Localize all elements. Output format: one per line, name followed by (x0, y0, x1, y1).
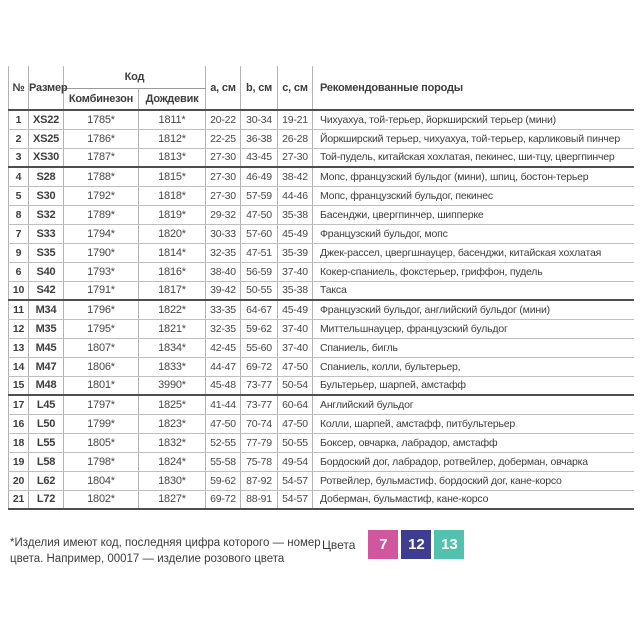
cell-breeds: Бультерьер, шарпей, амстафф (313, 376, 634, 395)
cell-code-jumpsuit: 1790* (64, 243, 139, 262)
cell-c: 26-28 (278, 129, 313, 148)
cell-a: 27-30 (206, 186, 241, 205)
cell-code-jumpsuit: 1785* (64, 110, 139, 129)
cell-a: 38-40 (206, 262, 241, 281)
cell-num: 13 (9, 338, 29, 357)
cell-c: 38-42 (278, 167, 313, 186)
cell-code-raincoat: 1825* (139, 395, 206, 414)
cell-a: 69-72 (206, 490, 241, 509)
cell-a: 22-25 (206, 129, 241, 148)
cell-size: L62 (29, 471, 64, 490)
cell-breeds: Бордоский дог, лабрадор, ротвейлер, доберман, овчарка (313, 452, 634, 471)
cell-breeds: Ротвейлер, бульмастиф, бордоский дог, кане-корсо (313, 471, 634, 490)
table-row (9, 205, 634, 224)
cell-breeds: Спаниель, колли, бультерьер, (313, 357, 634, 376)
table-body (9, 110, 634, 509)
cell-size: M34 (29, 300, 64, 319)
col-header-breeds: Рекомендованные породы (313, 66, 634, 110)
table-row (9, 490, 634, 509)
cell-c: 60-64 (278, 395, 313, 414)
cell-c: 27-30 (278, 148, 313, 167)
cell-b: 88-91 (241, 490, 278, 509)
cell-a: 59-62 (206, 471, 241, 490)
cell-breeds: Басенджи, цвергпинчер, шипперке (313, 205, 634, 224)
cell-a: 29-32 (206, 205, 241, 224)
cell-breeds: Английский бульдог (313, 395, 634, 414)
table-row (9, 186, 634, 205)
cell-b: 50-55 (241, 281, 278, 300)
cell-size: M48 (29, 376, 64, 395)
cell-breeds: Йоркширский терьер, чихуахуа, той-терьер, карликовый пинчер (313, 129, 634, 148)
cell-b: 73-77 (241, 395, 278, 414)
cell-c: 54-57 (278, 490, 313, 509)
cell-c: 50-54 (278, 376, 313, 395)
cell-code-jumpsuit: 1786* (64, 129, 139, 148)
cell-code-jumpsuit: 1787* (64, 148, 139, 167)
cell-size: S42 (29, 281, 64, 300)
cell-code-raincoat: 3990* (139, 376, 206, 395)
cell-size: XS22 (29, 110, 64, 129)
cell-b: 64-67 (241, 300, 278, 319)
cell-num: 3 (9, 148, 29, 167)
cell-c: 37-40 (278, 262, 313, 281)
cell-size: S35 (29, 243, 64, 262)
cell-b: 69-72 (241, 357, 278, 376)
cell-b: 59-62 (241, 319, 278, 338)
cell-c: 47-50 (278, 414, 313, 433)
cell-num: 2 (9, 129, 29, 148)
cell-code-raincoat: 1830* (139, 471, 206, 490)
cell-b: 70-74 (241, 414, 278, 433)
cell-breeds: Мопс, французский бульдог, пекинес (313, 186, 634, 205)
cell-b: 77-79 (241, 433, 278, 452)
cell-a: 20-22 (206, 110, 241, 129)
table-row (9, 129, 634, 148)
cell-code-raincoat: 1824* (139, 452, 206, 471)
cell-c: 45-49 (278, 224, 313, 243)
cell-code-raincoat: 1822* (139, 300, 206, 319)
cell-a: 44-47 (206, 357, 241, 376)
cell-size: XS25 (29, 129, 64, 148)
cell-num: 8 (9, 205, 29, 224)
table-row (9, 262, 634, 281)
cell-a: 45-48 (206, 376, 241, 395)
cell-b: 43-45 (241, 148, 278, 167)
table-row (9, 452, 634, 471)
cell-b: 56-59 (241, 262, 278, 281)
cell-a: 30-33 (206, 224, 241, 243)
cell-a: 41-44 (206, 395, 241, 414)
cell-code-jumpsuit: 1804* (64, 471, 139, 490)
cell-code-raincoat: 1814* (139, 243, 206, 262)
cell-code-raincoat: 1832* (139, 433, 206, 452)
table-row (9, 281, 634, 300)
cell-size: S30 (29, 186, 64, 205)
col-header-num: № (9, 66, 29, 110)
cell-breeds: Чихуахуа, той-терьер, йоркширский терьер (мини) (313, 110, 634, 129)
cell-c: 37-40 (278, 338, 313, 357)
cell-code-jumpsuit: 1798* (64, 452, 139, 471)
cell-size: S32 (29, 205, 64, 224)
footnote (10, 536, 340, 567)
cell-code-raincoat: 1811* (139, 110, 206, 129)
cell-size: S40 (29, 262, 64, 281)
table-row (9, 110, 634, 129)
cell-num: 4 (9, 167, 29, 186)
table-row (9, 319, 634, 338)
cell-num: 7 (9, 224, 29, 243)
cell-breeds: Спаниель, бигль (313, 338, 634, 357)
cell-code-jumpsuit: 1807* (64, 338, 139, 357)
cell-c: 35-39 (278, 243, 313, 262)
cell-code-raincoat: 1820* (139, 224, 206, 243)
cell-code-jumpsuit: 1789* (64, 205, 139, 224)
cell-b: 57-59 (241, 186, 278, 205)
table-row (9, 338, 634, 357)
cell-size: L72 (29, 490, 64, 509)
cell-b: 87-92 (241, 471, 278, 490)
cell-code-raincoat: 1819* (139, 205, 206, 224)
cell-b: 30-34 (241, 110, 278, 129)
cell-c: 35-38 (278, 281, 313, 300)
cell-a: 52-55 (206, 433, 241, 452)
cell-code-jumpsuit: 1788* (64, 167, 139, 186)
col-header-code: Код (64, 66, 206, 88)
cell-breeds: Джек-рассел, цвергшнауцер, басенджи, китайская хохлатая (313, 243, 634, 262)
table-row (9, 243, 634, 262)
cell-num: 21 (9, 490, 29, 509)
cell-breeds: Французский бульдог, английский бульдог (мини) (313, 300, 634, 319)
cell-b: 36-38 (241, 129, 278, 148)
cell-num: 12 (9, 319, 29, 338)
cell-code-raincoat: 1823* (139, 414, 206, 433)
cell-code-raincoat: 1816* (139, 262, 206, 281)
cell-breeds: Доберман, бульмастиф, кане-корсо (313, 490, 634, 509)
colors-label: Цвета (322, 537, 356, 552)
cell-code-jumpsuit: 1799* (64, 414, 139, 433)
cell-num: 5 (9, 186, 29, 205)
cell-code-jumpsuit: 1796* (64, 300, 139, 319)
table-row (9, 300, 634, 319)
cell-size: XS30 (29, 148, 64, 167)
cell-code-jumpsuit: 1795* (64, 319, 139, 338)
cell-b: 55-60 (241, 338, 278, 357)
cell-code-jumpsuit: 1793* (64, 262, 139, 281)
cell-code-raincoat: 1812* (139, 129, 206, 148)
col-header-size: Размер (29, 66, 64, 110)
cell-b: 73-77 (241, 376, 278, 395)
header-row-top (9, 66, 634, 88)
cell-num: 9 (9, 243, 29, 262)
table-row (9, 148, 634, 167)
size-chart-table (8, 66, 634, 510)
cell-b: 57-60 (241, 224, 278, 243)
cell-code-jumpsuit: 1802* (64, 490, 139, 509)
cell-code-raincoat: 1818* (139, 186, 206, 205)
cell-size: L55 (29, 433, 64, 452)
cell-size: S28 (29, 167, 64, 186)
cell-breeds: Французский бульдог, мопс (313, 224, 634, 243)
table-row (9, 414, 634, 433)
table-row (9, 224, 634, 243)
cell-c: 44-46 (278, 186, 313, 205)
footnote-line-2: цвета. Например, 00017 — изделие розового цвета (10, 552, 285, 565)
cell-code-jumpsuit: 1805* (64, 433, 139, 452)
cell-b: 46-49 (241, 167, 278, 186)
cell-breeds: Миттельшнауцер, французский бульдог (313, 319, 634, 338)
col-header-c: с, см (278, 66, 313, 110)
cell-size: S33 (29, 224, 64, 243)
cell-breeds: Той-пудель, китайская хохлатая, пекинес, ши-тцу, цвергпинчер (313, 148, 634, 167)
cell-code-jumpsuit: 1792* (64, 186, 139, 205)
cell-c: 49-54 (278, 452, 313, 471)
cell-num: 11 (9, 300, 29, 319)
cell-c: 45-49 (278, 300, 313, 319)
table-row (9, 376, 634, 395)
cell-code-jumpsuit: 1806* (64, 357, 139, 376)
cell-code-jumpsuit: 1791* (64, 281, 139, 300)
cell-num: 19 (9, 452, 29, 471)
cell-b: 47-51 (241, 243, 278, 262)
cell-code-raincoat: 1817* (139, 281, 206, 300)
color-swatch-13: 13 (434, 530, 464, 559)
table-row (9, 357, 634, 376)
cell-a: 55-58 (206, 452, 241, 471)
cell-num: 16 (9, 414, 29, 433)
cell-code-raincoat: 1813* (139, 148, 206, 167)
cell-a: 32-35 (206, 319, 241, 338)
cell-a: 42-45 (206, 338, 241, 357)
col-header-a: а, см (206, 66, 241, 110)
cell-num: 18 (9, 433, 29, 452)
cell-c: 47-50 (278, 357, 313, 376)
cell-code-jumpsuit: 1801* (64, 376, 139, 395)
cell-size: M35 (29, 319, 64, 338)
cell-num: 17 (9, 395, 29, 414)
cell-breeds: Колли, шарпей, амстафф, питбультерьер (313, 414, 634, 433)
cell-breeds: Боксер, овчарка, лабрадор, амстафф (313, 433, 634, 452)
cell-code-raincoat: 1833* (139, 357, 206, 376)
cell-a: 47-50 (206, 414, 241, 433)
cell-a: 33-35 (206, 300, 241, 319)
cell-breeds: Кокер-спаниель, фокстерьер, гриффон, пудель (313, 262, 634, 281)
table-row (9, 471, 634, 490)
color-swatch-12: 12 (401, 530, 431, 559)
cell-num: 14 (9, 357, 29, 376)
cell-size: L58 (29, 452, 64, 471)
cell-code-raincoat: 1821* (139, 319, 206, 338)
cell-c: 50-55 (278, 433, 313, 452)
cell-breeds: Такса (313, 281, 634, 300)
col-header-jumpsuit: Комбинезон (64, 88, 139, 110)
col-header-b: b, см (241, 66, 278, 110)
cell-c: 19-21 (278, 110, 313, 129)
cell-b: 47-50 (241, 205, 278, 224)
colors-legend (322, 530, 467, 559)
cell-a: 32-35 (206, 243, 241, 262)
cell-c: 35-38 (278, 205, 313, 224)
table-row (9, 395, 634, 414)
footnote-line-1: *Изделия имеют код, последняя цифра которого — номер (10, 537, 321, 549)
color-swatches (368, 530, 467, 559)
table-row (9, 167, 634, 186)
cell-a: 39-42 (206, 281, 241, 300)
cell-num: 1 (9, 110, 29, 129)
cell-num: 15 (9, 376, 29, 395)
col-header-raincoat: Дождевик (139, 88, 206, 110)
cell-num: 10 (9, 281, 29, 300)
cell-code-jumpsuit: 1794* (64, 224, 139, 243)
table-row (9, 433, 634, 452)
cell-num: 20 (9, 471, 29, 490)
color-swatch-7: 7 (368, 530, 398, 559)
cell-c: 54-57 (278, 471, 313, 490)
cell-size: M47 (29, 357, 64, 376)
cell-size: L50 (29, 414, 64, 433)
cell-code-raincoat: 1834* (139, 338, 206, 357)
cell-code-jumpsuit: 1797* (64, 395, 139, 414)
cell-c: 37-40 (278, 319, 313, 338)
cell-size: M45 (29, 338, 64, 357)
cell-num: 6 (9, 262, 29, 281)
cell-code-raincoat: 1815* (139, 167, 206, 186)
cell-b: 75-78 (241, 452, 278, 471)
cell-a: 27-30 (206, 148, 241, 167)
cell-breeds: Мопс, французский бульдог (мини), шпиц, бостон-терьер (313, 167, 634, 186)
cell-a: 27-30 (206, 167, 241, 186)
cell-size: L45 (29, 395, 64, 414)
cell-code-raincoat: 1827* (139, 490, 206, 509)
